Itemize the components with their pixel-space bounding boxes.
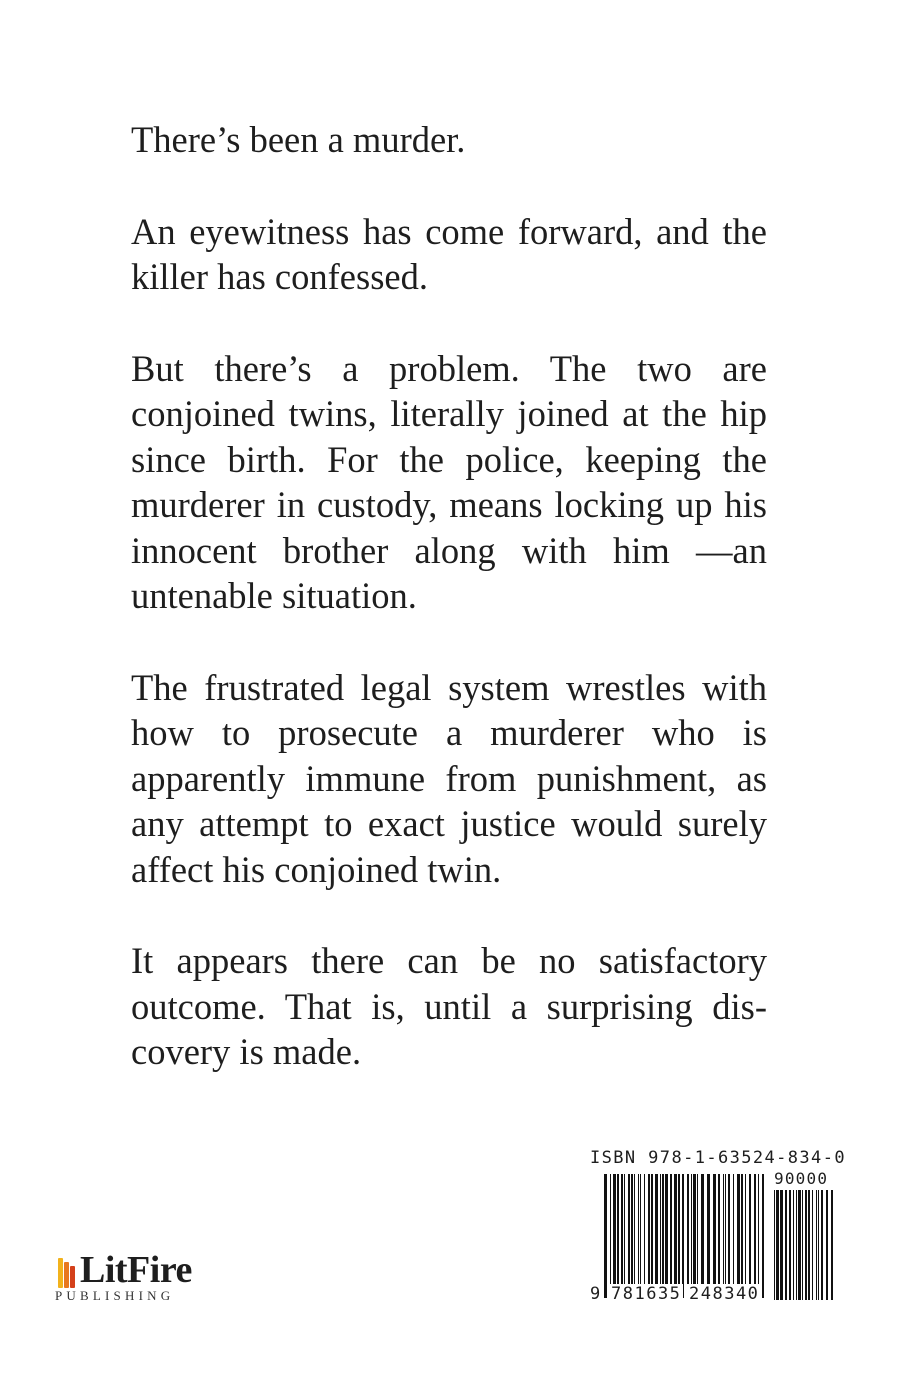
flame-book-icon [56,1256,78,1290]
barcode-bar [762,1174,764,1298]
barcode-bar [682,1174,684,1298]
publisher-subtitle: PUBLISHING [55,1288,175,1303]
barcode-digit-lead: 9 [590,1284,601,1304]
barcode-digits-right: 248340 [689,1284,760,1304]
barcode-bar [697,1174,698,1286]
barcode-bar [802,1190,803,1300]
barcode-bar [758,1174,759,1286]
barcode-bar [660,1174,661,1286]
barcode-bar [723,1174,724,1286]
barcode-addon-bars [774,1190,834,1300]
barcode-bar [604,1174,607,1298]
barcode-bar [818,1190,819,1300]
publisher-logo [54,1249,214,1312]
barcode-bar [640,1174,641,1286]
publisher-name: LitFire [80,1249,192,1291]
barcode-bar [725,1174,726,1286]
barcode-bar [624,1174,625,1286]
barcode-bar [707,1174,710,1286]
blurb-paragraph-4: The frustrated legal system wrestles with how to prosecute a murderer who is apparently immune from punishment, as any attempt to exact justice would surely affect his conjoined twin. [131,666,767,890]
barcode-bar [713,1174,716,1286]
barcode-bar [821,1190,823,1300]
barcode-bar [613,1174,616,1286]
barcode-bar [749,1174,751,1286]
barcode-bar [648,1174,650,1286]
barcode-bar [644,1174,645,1286]
barcode-bar [670,1174,672,1286]
barcode-bar [812,1190,813,1300]
barcode-bar [651,1174,653,1286]
barcode-bar [662,1174,664,1286]
barcode-bar [785,1190,787,1300]
blurb-paragraph-5: It appears there can be no satisfactory outcome. That is, until a surprising dis-covery is made. [131,940,767,1072]
blurb-paragraph-1: There’s been a murder. [131,119,466,160]
barcode-bar [678,1174,680,1286]
barcode-bar [691,1174,692,1286]
barcode-bar [665,1174,668,1286]
barcode-bar [808,1190,810,1300]
barcode-bar [674,1174,677,1286]
barcode-bar [741,1174,743,1286]
barcode-main-bars [604,1174,764,1298]
barcode-bar [737,1174,740,1286]
price-code: 90000 [774,1169,829,1188]
blurb-paragraph-3: But there’s a problem. The two are conjoined twins, literally joined at the hip since birth. For the police, keeping the murderer in custody, means locking up his innocent brother along with him —an untenable situation. [131,347,767,616]
barcode-bar [728,1174,730,1286]
barcode-bar [745,1174,746,1286]
barcode-bar [831,1190,833,1300]
barcode-digits-left: 781635 [611,1284,682,1304]
barcode-bar [796,1190,797,1300]
barcode-bar [816,1190,817,1300]
barcode-bar [634,1174,635,1286]
barcode-bar [638,1174,639,1286]
barcode-bar [754,1174,756,1286]
barcode-bar [610,1174,611,1298]
isbn-barcode [590,1148,846,1306]
back-cover-blurb [131,117,767,1121]
barcode-bar [789,1190,791,1300]
barcode-bar [628,1174,630,1286]
barcode-bar [780,1190,783,1300]
barcode-bar [687,1174,689,1286]
barcode-bar [774,1190,775,1300]
isbn-label: ISBN 978-1-63524-834-0 [590,1148,846,1168]
barcode-bar [826,1190,828,1300]
barcode-bar [793,1190,794,1300]
barcode-bar [776,1190,779,1300]
barcode-bar [621,1174,623,1286]
barcode-bar [693,1174,696,1286]
barcode-bar [733,1174,734,1286]
blurb-paragraph-2: An eyewitness has come forward, and the killer has confessed. [131,210,767,297]
barcode-digits [590,1284,760,1384]
barcode-bar [798,1190,801,1300]
barcode-bar [617,1174,619,1286]
barcode-bar [701,1174,704,1286]
barcode-bar [655,1174,658,1286]
barcode-bar [718,1174,720,1286]
barcode-bar [805,1190,807,1300]
barcode-bar [631,1174,633,1286]
